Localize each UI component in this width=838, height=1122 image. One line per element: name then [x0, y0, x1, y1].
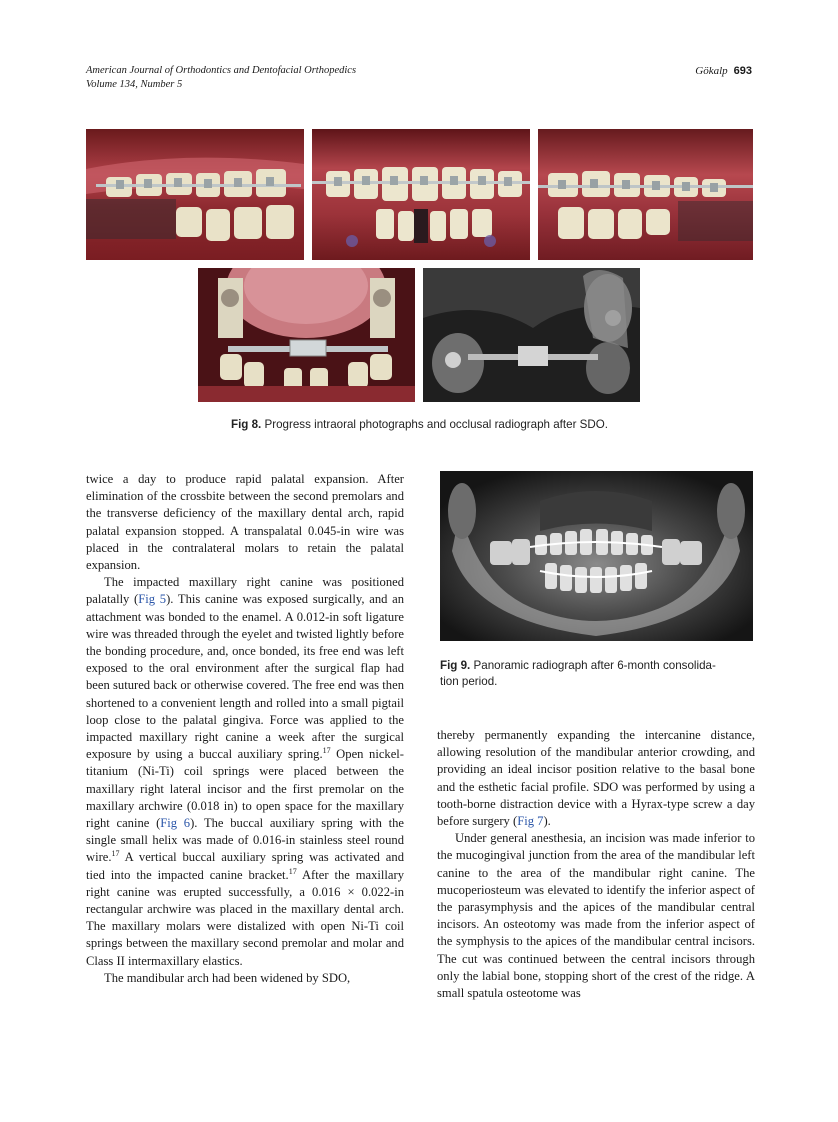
reference-17[interactable]: 17 — [288, 866, 297, 876]
paragraph — [86, 574, 404, 970]
fig8-occlusal-radiograph — [423, 268, 640, 402]
author-name: Gökalp — [695, 65, 728, 77]
paragraph: Under general anesthesia, an incision was made inferior to the mucogingival junction from the area of the mandibular left canine to the area of the mandibular right canine. The mucoperiosteum was elevated to identify the inferior aspect of the parasymphysis and the apices of the mandibular central incisors. An osteotomy was made from the inferior aspect of the symphysis to the apices of the mandibular central incisors. The cut was continued between the central incisors through only the labial bone, stopping short of the crest of the ridge. A small spatula osteotome was — [437, 831, 755, 1001]
page-number: 693 — [733, 65, 752, 77]
right-column-text — [437, 727, 755, 1002]
fig8-occlusal-photo — [198, 268, 415, 402]
journal-volume: Volume 134, Number 5 — [86, 79, 183, 90]
fig9-panoramic-radiograph — [440, 471, 753, 641]
running-header-journal — [86, 64, 356, 92]
running-header-page — [695, 64, 752, 78]
paragraph: twice a day to produce rapid palatal expansion. After elimination of the crossbite between the second premolars and the transverse deficiency of the maxillary dental arch, rapid palatal expansion stopped. A transpalatal 0.045-in wire was placed in the contralateral molars to retain the palatal expansion. — [86, 472, 404, 573]
text-span: ). The buccal auxiliary spring with the single small helix was made of 0.016-in stainless steel round wire. — [86, 816, 405, 865]
text-span: ). This canine was exposed surgically, and an attachment was bonded to the enamel. A 0.012-in soft ligature wire was threaded through the eyelet and twisted lightly before the bonding procedure, and, once bonded, its free end was left exposed to the oral environment after the surgical flap had been sutured back or otherwise covered. The free end was then shortened to a convenient length and rolled into a small pigtail loop close to the palatal gingiva. Force was applied to the impacted maxillary right canine a week after the surgical exposure by using a buccal auxiliary spring. — [86, 592, 405, 762]
text-span: thereby permanently expanding the intercanine distance, allowing resolution of the mandibular anterior crowding, and providing an ideal incisor position relative to the basal bone and the esthetic facial profile. SDO was performed by using a tooth-borne distraction device with a Hyrax-type screw a day before surgery ( — [437, 728, 755, 829]
fig9-caption — [440, 658, 760, 690]
text-span: Open nickel-titanium (Ni-Ti) coil springs were placed between the maxillary right lateral incisor and the first premolar on the maxillary archwire (0.018 in) to open space for the maxillary right canine ( — [86, 747, 404, 831]
text-span: After the maxillary right canine was erupted successfully, a 0.016 × 0.022-in rectangular archwire was placed in the maxillary dental arch. The maxillary molars were distalized with open Ni-Ti coil springs between the maxillary second premolar and molar and Class II intermaxillary elastics. — [86, 867, 405, 968]
fig6-citation-link[interactable]: Fig 6 — [160, 816, 191, 831]
fig8-intraoral-photo-right-side — [86, 129, 304, 260]
fig8-caption — [86, 417, 753, 433]
text-span: ). — [543, 814, 551, 829]
text-span: The impacted maxillary right canine was positioned palatally ( — [86, 575, 404, 607]
fig9-caption-line-1 — [440, 658, 760, 674]
fig9-caption-line-2: tion period. — [440, 675, 498, 688]
reference-17[interactable]: 17 — [111, 849, 120, 859]
fig7-citation-link[interactable]: Fig 7 — [517, 814, 544, 829]
fig9-caption-text-1: Panoramic radiograph after 6-month consolida- — [473, 659, 716, 672]
fig8-label: Fig 8. — [230, 418, 262, 431]
fig5-citation-link[interactable]: Fig 5 — [138, 592, 167, 607]
journal-title: American Journal of Orthodontics and Dentofacial Orthopedics — [86, 65, 357, 76]
fig9-label: Fig 9. — [440, 659, 471, 672]
paragraph — [437, 727, 755, 830]
fig8-intraoral-photo-frontal — [312, 129, 530, 260]
fig8-caption-text: Progress intraoral photographs and occlusal radiograph after SDO. — [264, 418, 608, 431]
reference-17[interactable]: 17 — [322, 746, 331, 756]
text-span: A vertical buccal auxiliary spring was activated and tied into the impacted canine bracket. — [86, 850, 404, 882]
paragraph: The mandibular arch had been widened by SDO, — [104, 970, 351, 985]
fig8-intraoral-photo-left-side — [538, 129, 753, 260]
left-column-text — [86, 471, 404, 987]
